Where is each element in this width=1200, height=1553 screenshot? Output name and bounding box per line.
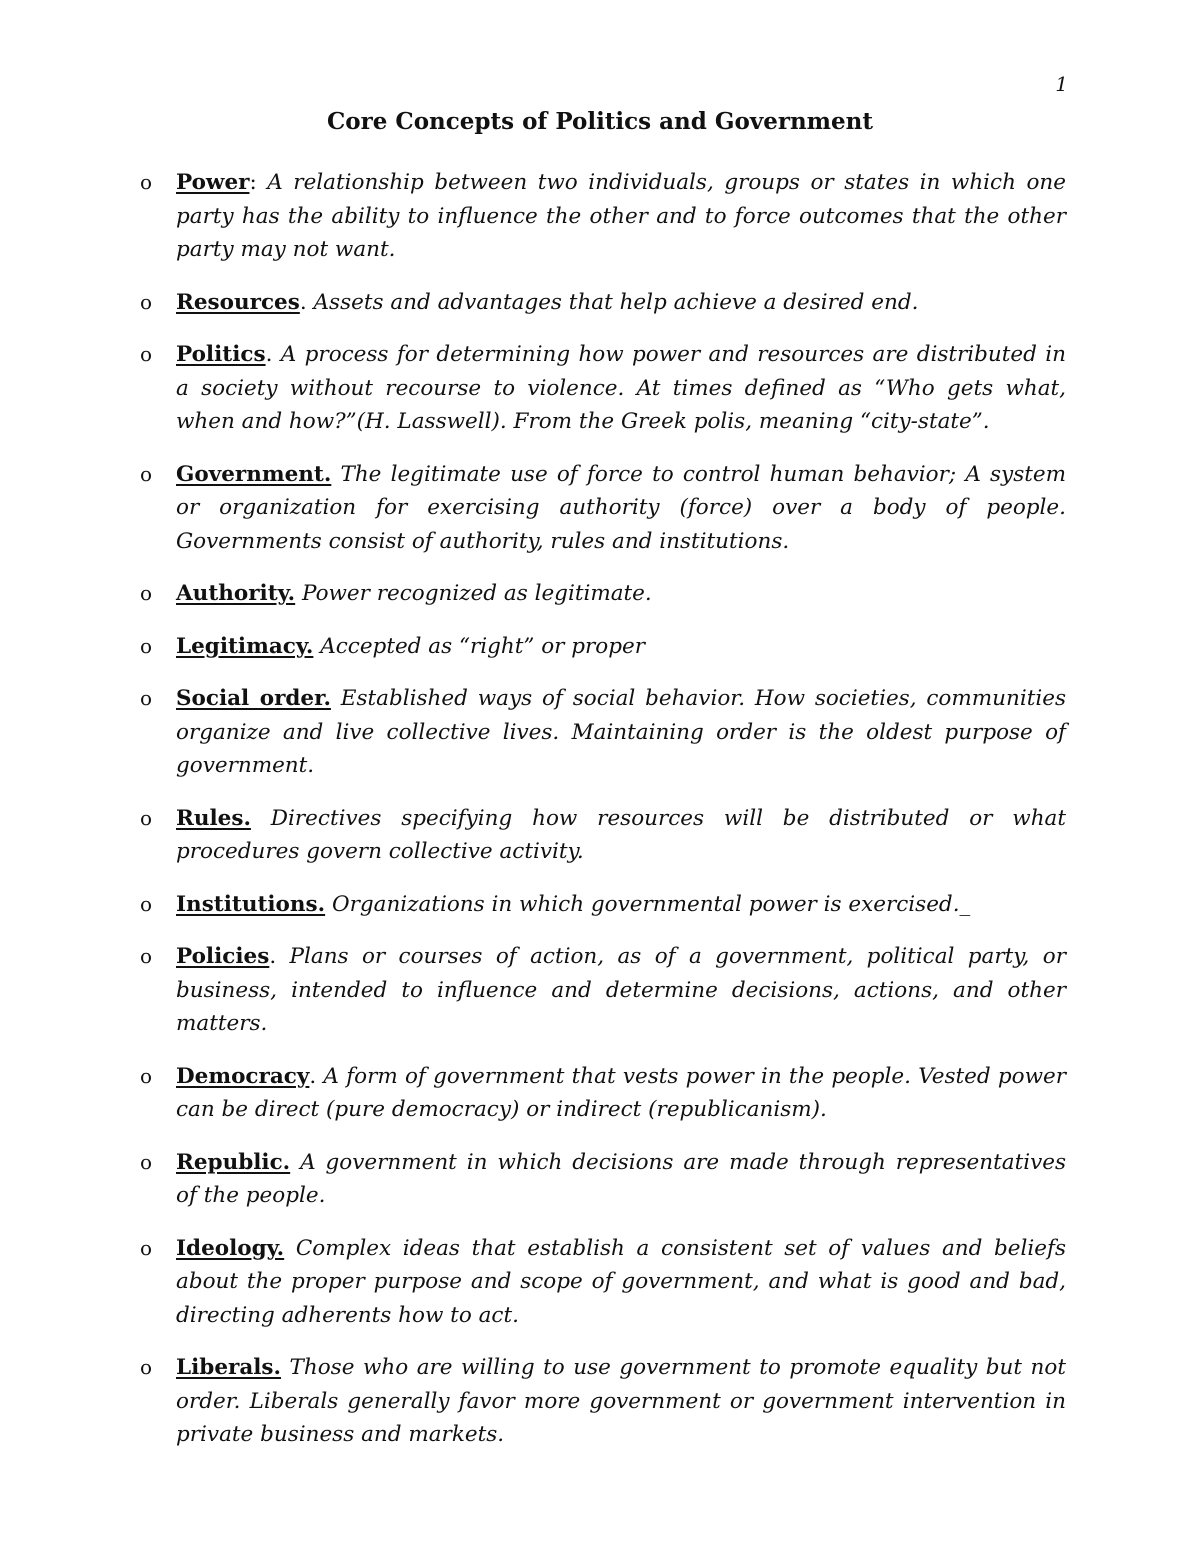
- bullet-icon: o: [140, 1235, 153, 1260]
- list-item-liberals: [140, 1351, 1066, 1452]
- term-separator: .: [309, 1063, 317, 1089]
- term-label: Ideology.: [176, 1235, 285, 1261]
- bullet-icon: o: [140, 170, 153, 194]
- bullet-icon: o: [140, 342, 153, 366]
- bullet-icon: o: [140, 944, 153, 968]
- term-list: [140, 166, 1066, 1471]
- term-label: Social order.: [176, 686, 331, 711]
- term-label: Liberals.: [176, 1355, 282, 1380]
- list-item-authority: [140, 577, 1066, 611]
- term-definition: Complex ideas that establish a consistent set of values and beliefs about the proper purpose and scope of government, and what is good and bad, directing adherents how to act.: [176, 1235, 1066, 1328]
- term-definition: A process for determining how power and resources are distributed in a society without recourse to violence. At times defined as “Who gets what, when and how?”(H. Lasswell). From the Greek polis, meaning “city-state”.: [176, 342, 1066, 434]
- page-title: Core Concepts of Politics and Government: [327, 108, 873, 135]
- term-definition: Those who are willing to use government to promote equality but not order. Liberals generally favor more government or government intervention in private business and markets.: [176, 1355, 1066, 1447]
- list-item-social-order: [140, 682, 1066, 783]
- list-item-rules: [140, 802, 1066, 869]
- bullet-icon: o: [140, 805, 153, 830]
- term-definition: A relationship between two individuals, groups or states in which one party has the ability to influence the other and to force outcomes that the other party may not want.: [176, 170, 1066, 262]
- bullet-icon: o: [140, 1355, 153, 1379]
- term-definition: Organizations in which governmental power is exercised._: [325, 891, 971, 917]
- list-item-institutions: [140, 888, 1066, 922]
- list-item-power: [140, 166, 1066, 267]
- term-label: Republic.: [176, 1149, 291, 1175]
- term-separator: :: [249, 170, 257, 195]
- term-definition: Directives specifying how resources will be distributed or what procedures govern collective activity.: [176, 805, 1066, 864]
- term-label: Authority.: [176, 581, 296, 606]
- bullet-icon: o: [140, 1063, 153, 1088]
- term-definition: A form of government that vests power in the people. Vested power can be direct (pure democracy) or indirect (republicanism).: [176, 1063, 1066, 1122]
- term-definition: Assets and advantages that help achieve a desired end.: [306, 289, 919, 315]
- bullet-icon: o: [140, 289, 153, 314]
- term-separator: .: [269, 944, 277, 969]
- bullet-icon: o: [140, 633, 153, 658]
- term-separator: .: [265, 342, 273, 367]
- term-label: Rules.: [176, 805, 251, 831]
- term-definition: Established ways of social behavior. How societies, communities organize and live collective lives. Maintaining order is the oldest purpose of government.: [176, 686, 1066, 778]
- term-definition: Power recognized as legitimate.: [295, 581, 652, 606]
- list-item-policies: [140, 940, 1066, 1041]
- bullet-icon: o: [140, 686, 153, 710]
- term-definition: The legitimate use of force to control human behavior; A system or organization for exercising authority (force) over a body of people. Governments consist of authority, rules and institutions.: [176, 461, 1066, 554]
- term-label: Democracy: [176, 1063, 310, 1089]
- page-number: 1: [1055, 72, 1068, 96]
- term-label: Legitimacy.: [176, 633, 314, 659]
- bullet-icon: o: [140, 461, 153, 486]
- list-item-resources: [140, 286, 1066, 320]
- list-item-government: [140, 458, 1066, 559]
- list-item-politics: [140, 338, 1066, 439]
- list-item-legitimacy: [140, 630, 1066, 664]
- bullet-icon: o: [140, 581, 153, 605]
- term-label: Institutions.: [176, 891, 326, 917]
- list-item-democracy: [140, 1060, 1066, 1127]
- list-item-republic: [140, 1146, 1066, 1213]
- term-definition: Plans or courses of action, as of a government, political party, or business, intended to influence and determine decisions, actions, and other matters.: [176, 944, 1066, 1036]
- term-label: Power: [176, 170, 250, 195]
- term-definition: A government in which decisions are made through representatives of the people.: [176, 1149, 1066, 1208]
- term-label: Government.: [176, 461, 332, 487]
- bullet-icon: o: [140, 1149, 153, 1174]
- term-label: Resources: [176, 289, 300, 315]
- term-definition: Accepted as “right” or proper: [313, 633, 645, 659]
- term-label: Politics: [176, 342, 266, 367]
- list-item-ideology: [140, 1232, 1066, 1333]
- bullet-icon: o: [140, 891, 153, 916]
- term-label: Policies: [176, 944, 270, 969]
- term-separator: .: [299, 289, 307, 315]
